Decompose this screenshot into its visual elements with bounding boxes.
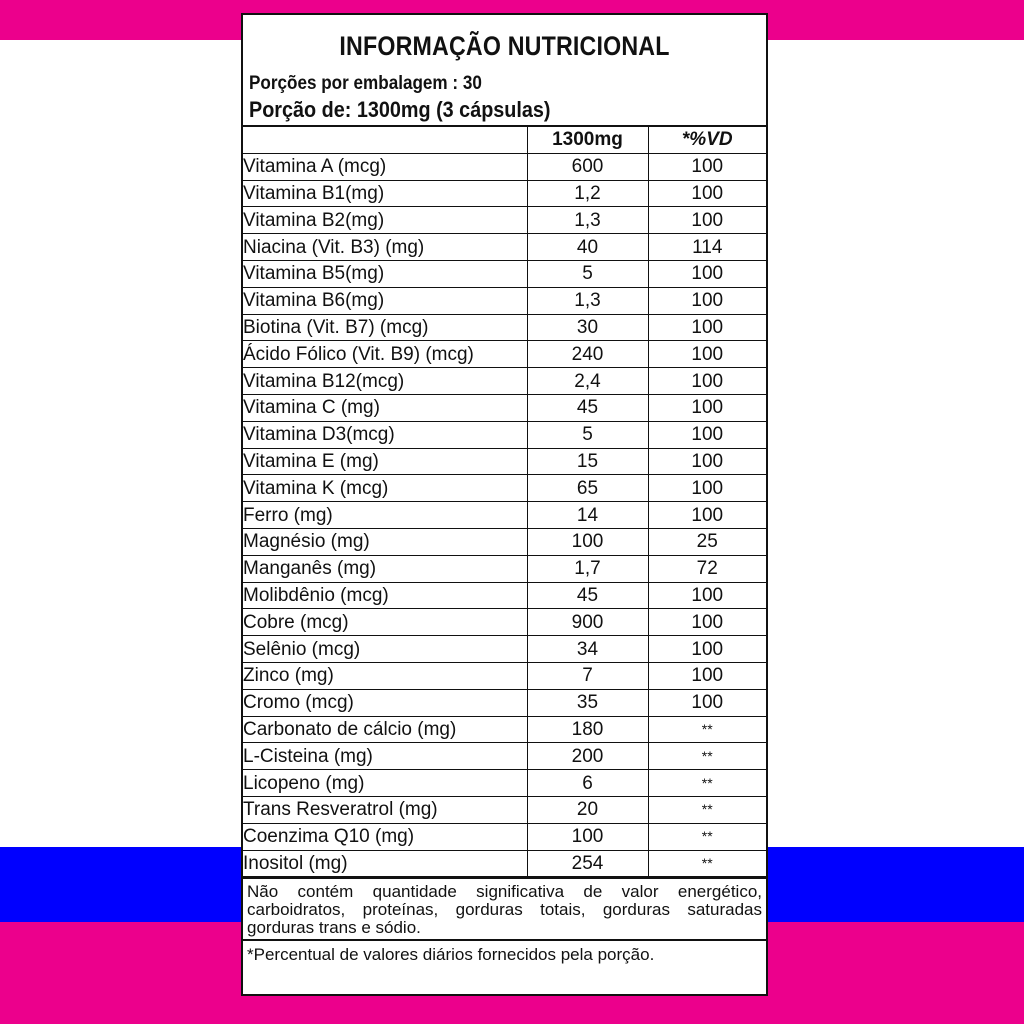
table-row [243, 582, 766, 609]
nutrient-name: Vitamina A (mcg) [243, 153, 527, 180]
nutrient-daily-value: 114 [648, 234, 766, 261]
nutrient-amount: 100 [527, 823, 648, 850]
nutrient-daily-value: 100 [648, 582, 766, 609]
nutrient-amount: 14 [527, 502, 648, 529]
portion-size: Porção de: 1300mg (3 cápsulas) [249, 97, 551, 122]
nutrient-daily-value: 100 [648, 421, 766, 448]
nutrient-name: Selênio (mcg) [243, 636, 527, 663]
nutrient-daily-value: ** [648, 823, 766, 850]
nutrient-name: Carbonato de cálcio (mg) [243, 716, 527, 743]
nutrient-name: Cromo (mcg) [243, 689, 527, 716]
nutrient-amount: 40 [527, 234, 648, 261]
nutrient-daily-value: 100 [648, 475, 766, 502]
nutrient-amount: 180 [527, 716, 648, 743]
table-row [243, 555, 766, 582]
nutrient-daily-value: 100 [648, 287, 766, 314]
nutrient-amount: 34 [527, 636, 648, 663]
nutrient-daily-value: 100 [648, 689, 766, 716]
table-row [243, 341, 766, 368]
nutrient-name: Inositol (mg) [243, 850, 527, 877]
nutrient-name: Vitamina B2(mg) [243, 207, 527, 234]
table-row [243, 234, 766, 261]
table-row [243, 743, 766, 770]
nutrient-daily-value: 100 [648, 207, 766, 234]
label-header [243, 15, 766, 127]
nutrient-amount: 240 [527, 341, 648, 368]
nutrient-name: Vitamina B12(mcg) [243, 368, 527, 395]
nutrient-amount: 5 [527, 421, 648, 448]
nutrient-amount: 2,4 [527, 368, 648, 395]
nutrient-daily-value: ** [648, 743, 766, 770]
nutrient-name: Vitamina C (mg) [243, 394, 527, 421]
table-row [243, 448, 766, 475]
nutrient-amount: 5 [527, 260, 648, 287]
nutrient-name: Vitamina B6(mg) [243, 287, 527, 314]
nutrient-name: Vitamina B1(mg) [243, 180, 527, 207]
nutrient-daily-value: 100 [648, 448, 766, 475]
nutrient-name: Vitamina E (mg) [243, 448, 527, 475]
nutrient-daily-value: ** [648, 796, 766, 823]
nutrient-name: Zinco (mg) [243, 662, 527, 689]
nutrient-amount: 900 [527, 609, 648, 636]
nutrition-facts-label [241, 13, 768, 996]
table-row [243, 609, 766, 636]
table-row [243, 716, 766, 743]
nutrient-daily-value: ** [648, 850, 766, 877]
nutrient-name: L-Cisteina (mg) [243, 743, 527, 770]
nutrient-amount: 100 [527, 528, 648, 555]
table-row [243, 636, 766, 663]
nutrient-amount: 65 [527, 475, 648, 502]
nutrient-amount: 200 [527, 743, 648, 770]
table-row [243, 689, 766, 716]
table-row [243, 153, 766, 180]
not-significant-note: Não contém quantidade significativa de valor energético, carboidratos, proteínas, gorduras totais, gorduras saturadas gorduras trans e sódio. [243, 877, 766, 939]
nutrient-daily-value: 100 [648, 314, 766, 341]
nutrient-daily-value: 100 [648, 502, 766, 529]
nutrient-daily-value: 100 [648, 394, 766, 421]
table-row [243, 528, 766, 555]
nutrient-daily-value: 72 [648, 555, 766, 582]
nutrient-name: Licopeno (mg) [243, 770, 527, 797]
servings-per-package: Porções por embalagem : 30 [249, 73, 482, 94]
nutrient-amount: 45 [527, 582, 648, 609]
table-body [243, 153, 766, 877]
nutrient-daily-value: ** [648, 770, 766, 797]
table-row [243, 475, 766, 502]
nutrient-name: Vitamina D3(mcg) [243, 421, 527, 448]
table-row [243, 287, 766, 314]
nutrient-name: Vitamina B5(mg) [243, 260, 527, 287]
nutrient-name: Ferro (mg) [243, 502, 527, 529]
table-row [243, 394, 766, 421]
table-row [243, 207, 766, 234]
nutrient-amount: 35 [527, 689, 648, 716]
nutrient-daily-value: ** [648, 716, 766, 743]
table-header-row [243, 127, 766, 153]
header-daily-value: *%VD [648, 127, 766, 153]
nutrient-daily-value: 100 [648, 153, 766, 180]
nutrient-name: Molibdênio (mcg) [243, 582, 527, 609]
nutrient-amount: 30 [527, 314, 648, 341]
table-row [243, 502, 766, 529]
nutrient-amount: 6 [527, 770, 648, 797]
table-row [243, 823, 766, 850]
table-row [243, 850, 766, 877]
nutrient-daily-value: 100 [648, 662, 766, 689]
nutrient-name: Niacina (Vit. B3) (mg) [243, 234, 527, 261]
nutrient-name: Manganês (mg) [243, 555, 527, 582]
nutrient-daily-value: 100 [648, 180, 766, 207]
nutrient-amount: 600 [527, 153, 648, 180]
nutrient-amount: 1,2 [527, 180, 648, 207]
table-row [243, 260, 766, 287]
nutrient-name: Biotina (Vit. B7) (mcg) [243, 314, 527, 341]
nutrient-amount: 1,3 [527, 207, 648, 234]
header-nutrient [243, 127, 527, 153]
table-row [243, 770, 766, 797]
nutrient-name: Vitamina K (mcg) [243, 475, 527, 502]
nutrient-amount: 7 [527, 662, 648, 689]
table-row [243, 421, 766, 448]
table-row [243, 368, 766, 395]
table-row [243, 662, 766, 689]
nutrition-table [243, 127, 766, 877]
header-amount: 1300mg [527, 127, 648, 153]
table-row [243, 314, 766, 341]
nutrient-amount: 254 [527, 850, 648, 877]
nutrient-name: Cobre (mcg) [243, 609, 527, 636]
nutrient-daily-value: 25 [648, 528, 766, 555]
nutrient-daily-value: 100 [648, 368, 766, 395]
nutrient-amount: 15 [527, 448, 648, 475]
label-title: INFORMAÇÃO NUTRICIONAL [339, 31, 670, 61]
nutrient-amount: 1,7 [527, 555, 648, 582]
nutrient-daily-value: 100 [648, 609, 766, 636]
nutrient-name: Coenzima Q10 (mg) [243, 823, 527, 850]
nutrient-name: Magnésio (mg) [243, 528, 527, 555]
nutrient-amount: 1,3 [527, 287, 648, 314]
nutrient-daily-value: 100 [648, 260, 766, 287]
nutrient-daily-value: 100 [648, 341, 766, 368]
table-row [243, 796, 766, 823]
nutrient-amount: 20 [527, 796, 648, 823]
nutrient-name: Trans Resveratrol (mg) [243, 796, 527, 823]
daily-value-footnote: *Percentual de valores diários fornecidos pela porção. [243, 939, 766, 965]
table-row [243, 180, 766, 207]
nutrient-daily-value: 100 [648, 636, 766, 663]
nutrient-name: Ácido Fólico (Vit. B9) (mcg) [243, 341, 527, 368]
nutrient-amount: 45 [527, 394, 648, 421]
